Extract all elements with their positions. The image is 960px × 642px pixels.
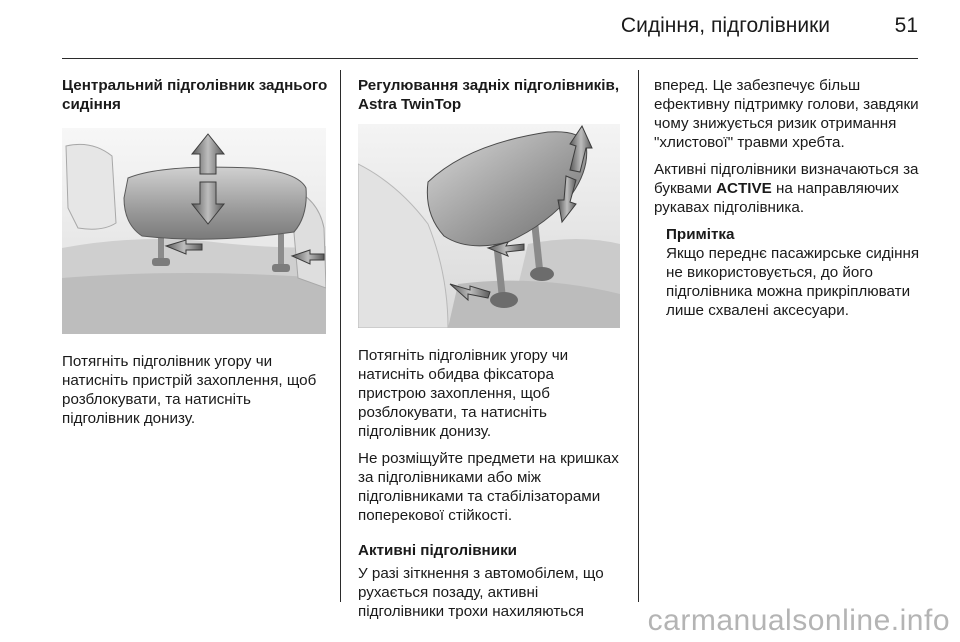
section-heading-twintop-headrests: Регулювання задніх підголівників, Astra TwinTop [358,77,620,113]
illustration-center-headrest [62,128,330,334]
column-divider-2 [638,70,639,602]
page-header-title: Сидіння, підголівники [620,14,830,37]
section-heading-center-headrest: Центральний підголівник заднього сидіння [62,77,328,113]
paragraph-twintop-warning: Не розміщуйте предмети на кришках за підголівниками або між підголівниками та стабілізаторами поперекової стійкості. [358,450,619,524]
header-divider [62,58,918,59]
watermark-text: carmanualsonline.info [647,604,950,637]
paragraph-active-headrests: У разі зіткнення з автомобілем, що рухається позаду, активні підголівники трохи нахиляються [358,565,604,620]
paragraph-center-headrest: Потягніть підголівник угору чи натисніть пристрій захоплення, щоб розблокувати, та натисніть підголівник донизу. [62,353,317,427]
section-heading-active-headrests: Активні підголівники [358,542,518,559]
column-divider-1 [340,70,341,602]
page-number: 51 [894,14,918,37]
active-keyword: ACTIVE [716,180,772,197]
paragraph-twintop-adjust: Потягніть підголівник угору чи натисніть обидва фіксатора пристрою захоплення, щоб розблокувати, та натисніть підголівник донизу. [358,347,569,440]
note-text: Якщо переднє пасажирське сидіння не використовується, до його підголівника можна прикріплювати лише схвалені аксесуари. [666,245,920,319]
column-2 [358,76,626,629]
note-title: Примітка [666,226,735,243]
paragraph-active-identification: Активні підголівники визначаються за буквами ACTIVE на направляючих рукавах підголівника. [654,161,919,216]
paragraph-active-continued: вперед. Це забезпечує більш ефективну підтримку голови, завдяки чому знижується ризик отримання "хлистової" травми хребта. [654,77,919,151]
twintop-headrest-figure [358,124,620,328]
center-headrest-figure [62,128,326,334]
illustration-twintop-headrest [358,124,626,328]
column-1 [62,76,330,436]
column-3 [654,76,924,320]
note-box [666,225,924,320]
